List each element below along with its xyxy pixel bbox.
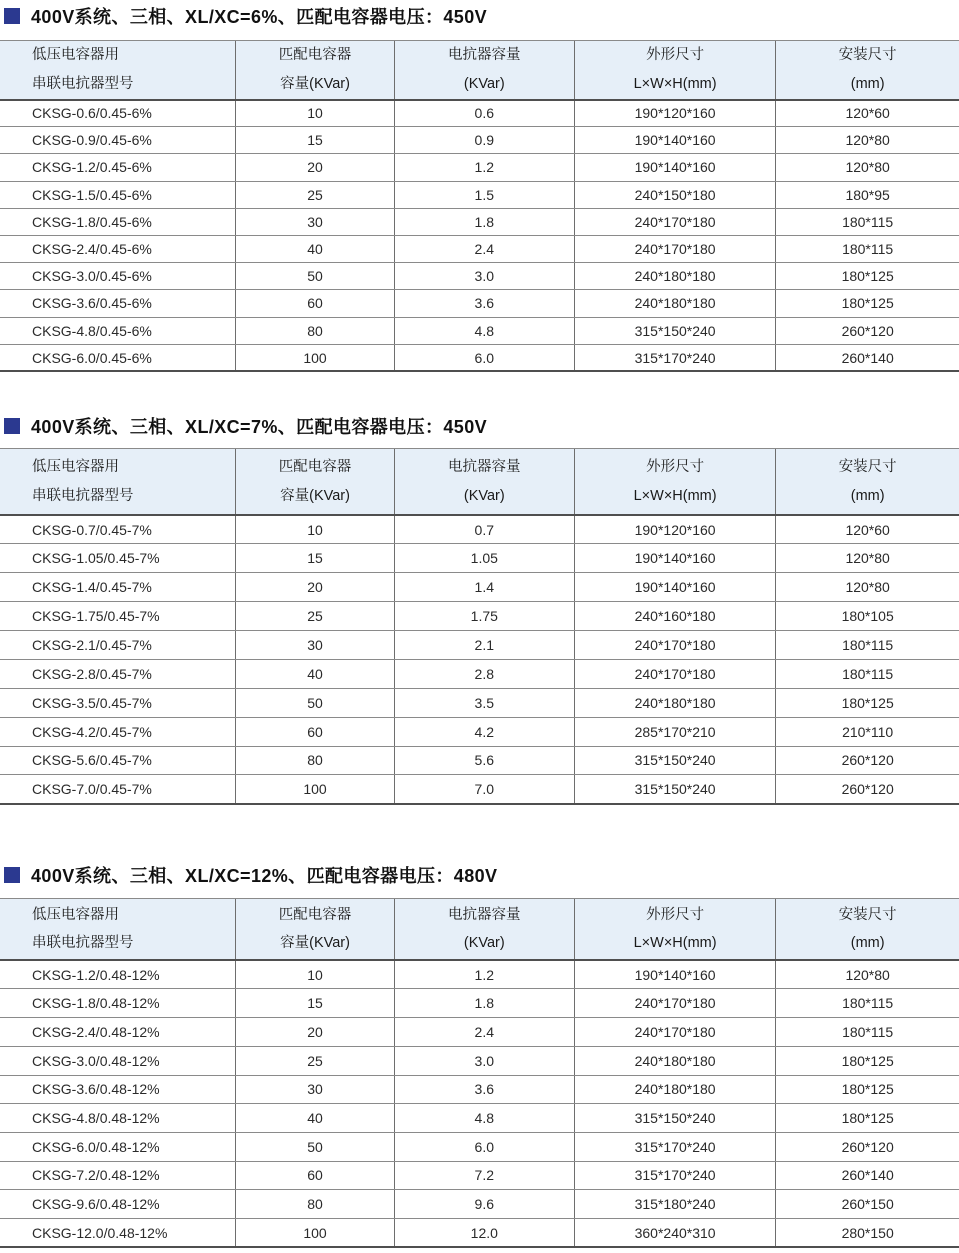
header-line: (mm) [850,935,885,952]
table-row [0,1190,959,1219]
mounting-cell: 180*125 [776,1046,959,1075]
model-cell: CKSG-6.0/0.48-12% [0,1132,236,1161]
header-model-column [0,449,236,515]
model-cell: CKSG-3.6/0.48-12% [0,1075,236,1104]
header-reactor-capacity-column [394,898,574,960]
dimensions-cell: 240*180*180 [574,688,775,717]
mounting-cell: 180*125 [776,688,959,717]
reactor-capacity-cell: 9.6 [394,1190,574,1219]
reactor-capacity-cell: 1.2 [394,154,574,181]
section-title-row [0,5,959,27]
dimensions-cell: 240*170*180 [574,989,775,1018]
reactor-capacity-cell: 2.4 [394,1018,574,1047]
table-body [0,100,959,372]
reactor-capacity-cell: 4.8 [394,317,574,344]
dimensions-cell: 315*170*240 [574,344,775,371]
mounting-cell: 180*115 [776,235,959,262]
model-cell: CKSG-12.0/0.48-12% [0,1218,236,1247]
model-cell: CKSG-7.2/0.48-12% [0,1161,236,1190]
model-cell: CKSG-6.0/0.45-6% [0,344,236,371]
capacitor-capacity-cell: 25 [236,1046,394,1075]
reactor-capacity-cell: 2.4 [394,235,574,262]
model-cell: CKSG-9.6/0.48-12% [0,1190,236,1219]
mounting-cell: 260*120 [776,775,959,804]
model-cell: CKSG-2.8/0.45-7% [0,659,236,688]
capacitor-capacity-cell: 50 [236,1132,394,1161]
spec-section-12-percent [0,864,959,1248]
model-cell: CKSG-4.8/0.48-12% [0,1104,236,1133]
header-capacitor-capacity-column [236,41,394,100]
dimensions-cell: 240*170*180 [574,630,775,659]
header-line: 低压电容器用 [32,906,119,923]
header-line: 串联电抗器型号 [32,75,134,92]
mounting-cell: 180*115 [776,989,959,1018]
model-cell: CKSG-3.0/0.48-12% [0,1046,236,1075]
spec-table-12-percent [0,898,959,1248]
dimensions-cell: 190*120*160 [574,100,775,127]
header-line: 容量(KVar) [280,935,350,952]
table-row [0,1218,959,1247]
table-body [0,515,959,804]
header-line: 安装尺寸 [838,459,897,476]
mounting-cell: 180*105 [776,602,959,631]
capacitor-capacity-cell: 20 [236,573,394,602]
header-line: 匹配电容器 [278,906,352,923]
mounting-cell: 260*140 [776,1161,959,1190]
model-cell: CKSG-0.7/0.45-7% [0,515,236,544]
reactor-capacity-cell: 6.0 [394,344,574,371]
capacitor-capacity-cell: 60 [236,290,394,317]
mounting-cell: 260*120 [776,746,959,775]
dimensions-cell: 240*150*180 [574,181,775,208]
reactor-capacity-cell: 5.6 [394,746,574,775]
table-row [0,181,959,208]
header-line: 外形尺寸 [646,47,705,64]
header-line: 电抗器容量 [448,906,521,923]
table-row [0,1161,959,1190]
dimensions-cell: 190*140*160 [574,544,775,573]
title-bullet-icon [4,418,20,434]
capacitor-capacity-cell: 40 [236,235,394,262]
reactor-capacity-cell: 1.8 [394,208,574,235]
mounting-cell: 120*80 [776,573,959,602]
dimensions-cell: 315*150*240 [574,1104,775,1133]
capacitor-capacity-cell: 30 [236,208,394,235]
table-row [0,1075,959,1104]
mounting-cell: 180*125 [776,1104,959,1133]
dimensions-cell: 240*170*180 [574,1018,775,1047]
dimensions-cell: 315*180*240 [574,1190,775,1219]
header-row [0,41,959,100]
mounting-cell: 120*80 [776,960,959,989]
capacitor-capacity-cell: 60 [236,717,394,746]
model-cell: CKSG-1.2/0.48-12% [0,960,236,989]
reactor-capacity-cell: 3.0 [394,1046,574,1075]
section-title-row [0,415,959,437]
capacitor-capacity-cell: 10 [236,515,394,544]
spec-section-6-percent [0,5,959,372]
dimensions-cell: 240*180*180 [574,290,775,317]
header-dimensions-column [574,41,775,100]
mounting-cell: 120*80 [776,154,959,181]
table-row [0,208,959,235]
model-cell: CKSG-1.05/0.45-7% [0,544,236,573]
reactor-capacity-cell: 12.0 [394,1218,574,1247]
capacitor-capacity-cell: 10 [236,100,394,127]
header-line: 低压电容器用 [32,47,119,64]
section-title: 400V系统、三相、XL/XC=6%、匹配电容器电压：450V [31,7,488,27]
header-line: (mm) [850,487,885,504]
table-row [0,127,959,154]
reactor-capacity-cell: 1.2 [394,960,574,989]
mounting-cell: 280*150 [776,1218,959,1247]
header-reactor-capacity-column [394,41,574,100]
dimensions-cell: 240*180*180 [574,1075,775,1104]
capacitor-capacity-cell: 15 [236,989,394,1018]
table-row [0,344,959,371]
dimensions-cell: 315*170*240 [574,1132,775,1161]
capacitor-capacity-cell: 10 [236,960,394,989]
capacitor-capacity-cell: 50 [236,263,394,290]
model-cell: CKSG-1.8/0.48-12% [0,989,236,1018]
table-row [0,717,959,746]
header-mounting-column [776,449,959,515]
reactor-capacity-cell: 1.75 [394,602,574,631]
table-row [0,154,959,181]
model-cell: CKSG-4.8/0.45-6% [0,317,236,344]
mounting-cell: 260*120 [776,317,959,344]
capacitor-capacity-cell: 30 [236,630,394,659]
dimensions-cell: 190*140*160 [574,127,775,154]
header-line: (mm) [850,75,885,92]
table-row [0,989,959,1018]
model-cell: CKSG-3.5/0.45-7% [0,688,236,717]
table-row [0,1018,959,1047]
header-mounting-column [776,41,959,100]
capacitor-capacity-cell: 40 [236,659,394,688]
reactor-capacity-cell: 1.4 [394,573,574,602]
capacitor-capacity-cell: 25 [236,602,394,631]
dimensions-cell: 190*140*160 [574,960,775,989]
header-line: 安装尺寸 [838,47,897,64]
mounting-cell: 120*80 [776,544,959,573]
capacitor-capacity-cell: 80 [236,1190,394,1219]
table-row [0,602,959,631]
model-cell: CKSG-1.4/0.45-7% [0,573,236,602]
table-row [0,659,959,688]
header-mounting-column [776,898,959,960]
table-row [0,1132,959,1161]
section-title: 400V系统、三相、XL/XC=12%、匹配电容器电压：480V [31,865,498,886]
capacitor-capacity-cell: 15 [236,127,394,154]
reactor-capacity-cell: 1.5 [394,181,574,208]
reactor-capacity-cell: 7.2 [394,1161,574,1190]
capacitor-capacity-cell: 100 [236,344,394,371]
table-row [0,263,959,290]
mounting-cell: 180*125 [776,290,959,317]
header-line: L×W×H(mm) [633,487,717,504]
dimensions-cell: 315*170*240 [574,1161,775,1190]
header-line: 匹配电容器 [278,47,352,64]
title-bullet-icon [4,867,20,883]
table-row [0,775,959,804]
reactor-capacity-cell: 7.0 [394,775,574,804]
model-cell: CKSG-3.0/0.45-6% [0,263,236,290]
dimensions-cell: 315*150*240 [574,775,775,804]
dimensions-cell: 240*180*180 [574,1046,775,1075]
header-capacitor-capacity-column [236,898,394,960]
reactor-capacity-cell: 4.8 [394,1104,574,1133]
table-row [0,515,959,544]
header-line: 串联电抗器型号 [32,935,134,952]
table-row [0,1046,959,1075]
header-line: 外形尺寸 [646,906,705,923]
capacitor-capacity-cell: 100 [236,1218,394,1247]
header-line: 电抗器容量 [448,459,521,476]
dimensions-cell: 360*240*310 [574,1218,775,1247]
mounting-cell: 180*125 [776,1075,959,1104]
table-row [0,235,959,262]
model-cell: CKSG-2.4/0.45-6% [0,235,236,262]
capacitor-capacity-cell: 20 [236,154,394,181]
header-line: 容量(KVar) [280,75,350,92]
reactor-capacity-cell: 0.9 [394,127,574,154]
dimensions-cell: 240*160*180 [574,602,775,631]
catalog-page [0,5,959,1248]
model-cell: CKSG-0.6/0.45-6% [0,100,236,127]
header-dimensions-column [574,898,775,960]
reactor-capacity-cell: 2.1 [394,630,574,659]
header-reactor-capacity-column [394,449,574,515]
mounting-cell: 260*120 [776,1132,959,1161]
dimensions-cell: 240*170*180 [574,659,775,688]
mounting-cell: 260*140 [776,344,959,371]
header-line: 电抗器容量 [448,47,521,64]
table-row [0,1104,959,1133]
mounting-cell: 120*60 [776,100,959,127]
model-cell: CKSG-2.1/0.45-7% [0,630,236,659]
mounting-cell: 180*125 [776,263,959,290]
reactor-capacity-cell: 0.7 [394,515,574,544]
capacitor-capacity-cell: 60 [236,1161,394,1190]
table-row [0,573,959,602]
reactor-capacity-cell: 1.8 [394,989,574,1018]
header-line: L×W×H(mm) [633,935,717,952]
mounting-cell: 180*115 [776,630,959,659]
table-row [0,630,959,659]
dimensions-cell: 285*170*210 [574,717,775,746]
capacitor-capacity-cell: 80 [236,317,394,344]
reactor-capacity-cell: 4.2 [394,717,574,746]
capacitor-capacity-cell: 15 [236,544,394,573]
mounting-cell: 120*60 [776,515,959,544]
header-line: 容量(KVar) [280,487,350,504]
table-row [0,746,959,775]
table-row [0,688,959,717]
header-capacitor-capacity-column [236,449,394,515]
header-model-column [0,898,236,960]
header-line: (KVar) [463,487,505,504]
header-row [0,449,959,515]
model-cell: CKSG-2.4/0.48-12% [0,1018,236,1047]
model-cell: CKSG-5.6/0.45-7% [0,746,236,775]
header-line: 匹配电容器 [278,459,352,476]
dimensions-cell: 190*120*160 [574,515,775,544]
header-line: 低压电容器用 [32,459,119,476]
header-line: (KVar) [463,935,505,952]
model-cell: CKSG-7.0/0.45-7% [0,775,236,804]
mounting-cell: 180*95 [776,181,959,208]
table-row [0,100,959,127]
mounting-cell: 120*80 [776,127,959,154]
reactor-capacity-cell: 3.0 [394,263,574,290]
reactor-capacity-cell: 3.5 [394,688,574,717]
table-row [0,290,959,317]
table-row [0,317,959,344]
spec-table-7-percent [0,448,959,804]
header-dimensions-column [574,449,775,515]
model-cell: CKSG-0.9/0.45-6% [0,127,236,154]
dimensions-cell: 240*170*180 [574,235,775,262]
header-row [0,898,959,960]
reactor-capacity-cell: 6.0 [394,1132,574,1161]
dimensions-cell: 240*180*180 [574,263,775,290]
title-bullet-icon [4,8,20,24]
mounting-cell: 180*115 [776,659,959,688]
dimensions-cell: 190*140*160 [574,154,775,181]
table-row [0,960,959,989]
dimensions-cell: 240*170*180 [574,208,775,235]
reactor-capacity-cell: 3.6 [394,1075,574,1104]
header-line: 外形尺寸 [646,459,705,476]
capacitor-capacity-cell: 100 [236,775,394,804]
spec-section-7-percent [0,415,959,804]
capacitor-capacity-cell: 40 [236,1104,394,1133]
header-model-column [0,41,236,100]
dimensions-cell: 315*150*240 [574,746,775,775]
dimensions-cell: 190*140*160 [574,573,775,602]
section-title-row [0,864,959,886]
spec-table-6-percent [0,40,959,372]
header-line: 串联电抗器型号 [32,487,134,504]
mounting-cell: 260*150 [776,1190,959,1219]
capacitor-capacity-cell: 30 [236,1075,394,1104]
mounting-cell: 180*115 [776,208,959,235]
reactor-capacity-cell: 1.05 [394,544,574,573]
header-line: L×W×H(mm) [633,75,717,92]
reactor-capacity-cell: 2.8 [394,659,574,688]
capacitor-capacity-cell: 50 [236,688,394,717]
reactor-capacity-cell: 0.6 [394,100,574,127]
reactor-capacity-cell: 3.6 [394,290,574,317]
model-cell: CKSG-1.2/0.45-6% [0,154,236,181]
capacitor-capacity-cell: 25 [236,181,394,208]
model-cell: CKSG-1.8/0.45-6% [0,208,236,235]
capacitor-capacity-cell: 20 [236,1018,394,1047]
header-line: 安装尺寸 [838,906,897,923]
model-cell: CKSG-3.6/0.45-6% [0,290,236,317]
table-body [0,960,959,1247]
mounting-cell: 210*110 [776,717,959,746]
header-line: (KVar) [463,75,505,92]
section-title: 400V系统、三相、XL/XC=7%、匹配电容器电压：450V [31,417,488,438]
capacitor-capacity-cell: 80 [236,746,394,775]
model-cell: CKSG-1.5/0.45-6% [0,181,236,208]
table-row [0,544,959,573]
dimensions-cell: 315*150*240 [574,317,775,344]
model-cell: CKSG-4.2/0.45-7% [0,717,236,746]
mounting-cell: 180*115 [776,1018,959,1047]
model-cell: CKSG-1.75/0.45-7% [0,602,236,631]
